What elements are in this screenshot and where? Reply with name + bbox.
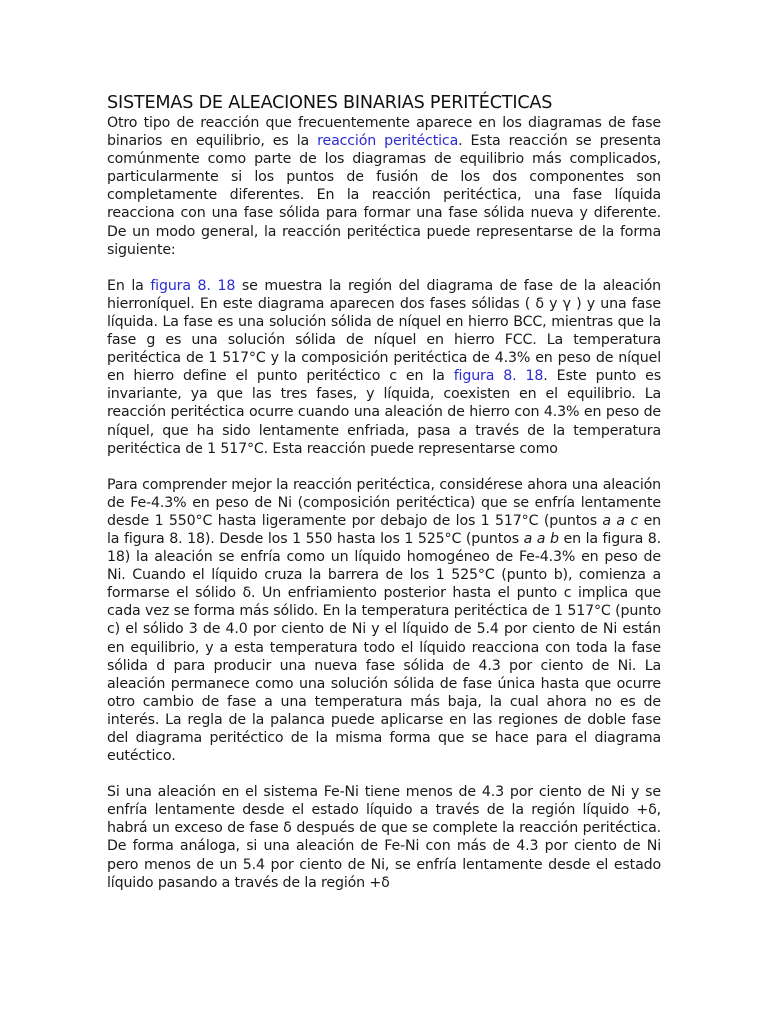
paragraph-enfriamiento [107, 476, 661, 766]
text-run: . Este punto es invariante, ya que las tres fases, y líquida, coexisten en el equilibrio. La reacción peritéctica ocurre cuando una aleación de hierro con 4.3% en peso de níquel, que ha sido lentamente enfriada, pasa a través de la temperatura peritéctica de 1 517°C. Esta reacción puede representarse como [107, 368, 661, 457]
paragraph-hierroniquel [107, 277, 661, 458]
paragraph-fe-ni-system [107, 783, 661, 892]
paragraph-intro [107, 114, 661, 259]
text-run: Para comprender mejor la reacción peritéctica, considérese ahora una aleación de Fe-4.3% en peso de Ni (composición peritéctica) que se enfría lentamente desde 1 550°C hasta ligeramente por debajo de los 1 517°C (puntos [107, 476, 661, 529]
italic-points-a-c: a a c [602, 512, 639, 529]
text-run: en la figura 8. 18). Desde los 1 550 hasta los 1 525°C (puntos [107, 512, 662, 547]
text-run: Otro tipo de reacción que frecuentemente aparece en los diagramas de fase binarios en equilibrio, es la [107, 115, 661, 150]
link-reaccion-peritectica[interactable]: reacción peritéctica [317, 133, 459, 150]
link-figura-8-18[interactable]: figura 8. 18 [150, 277, 236, 294]
italic-points-a-b: a a b [523, 530, 559, 547]
document-page [107, 92, 661, 910]
document-title: SISTEMAS DE ALEACIONES BINARIAS PERITÉCTICAS [107, 93, 553, 113]
text-run: En la [107, 277, 151, 294]
text-run: . Esta reacción se presenta comúnmente como parte de los diagramas de equilibrio más complicados, particularmente si los puntos de fusión de los dos componentes son completamente diferentes. En la reacción peritéctica, una fase líquida reacciona con una fase sólida para formar una fase sólida nueva y diferente. De un modo general, la reacción peritéctica puede representarse de la forma siguiente: [107, 133, 662, 258]
text-run: en la figura 8. 18) la aleación se enfría como un líquido homogéneo de Fe-4.3% en peso de Ni. Cuando el líquido cruza la barrera de los 1 525°C (punto b), comienza a formarse el sólido δ. Un enfriamiento posterior hasta el punto c implica que cada vez se forma más sólido. En la temperatura peritéctica de 1 517°C (punto c) el sólido 3 de 4.0 por ciento de Ni y el líquido de 5.4 por ciento de Ni están en equilibrio, y a esta temperatura todo el líquido reacciona con toda la fase sólida d para producir una nueva fase sólida de 4.3 por ciento de Ni. La aleación permanece como una solución sólida de fase única hasta que ocurre otro cambio de fase a una temperatura más baja, la cual ahora no es de interés. La regla de la palanca puede aplicarse en las regiones de doble fase del diagrama peritéctico de la misma forma que se hace para el diagrama eutéctico. [107, 530, 662, 765]
text-run: se muestra la región del diagrama de fase de la aleación hierroníquel. En este diagrama aparecen dos fases sólidas ( δ y γ ) y una fase líquida. La fase es una solución sólida de níquel en hierro BCC, mientras que la fase g es una solución sólida de níquel en hierro FCC. La temperatura peritéctica de 1 517°C y la composición peritéctica de 4.3% en peso de níquel en hierro define el punto peritéctico c en la [107, 277, 661, 385]
link-figura-8-18-second[interactable]: figura 8. 18 [453, 368, 544, 385]
text-run: Si una aleación en el sistema Fe-Ni tiene menos de 4.3 por ciento de Ni y se enfría lentamente desde el estado líquido a través de la región líquido +δ, habrá un exceso de fase δ después de que se complete la reacción peritéctica. De forma análoga, si una aleación de Fe-Ni con más de 4.3 por ciento de Ni pero menos de un 5.4 por ciento de Ni, se enfría lentamente desde el estado líquido pasando a través de la región +δ [107, 784, 661, 891]
